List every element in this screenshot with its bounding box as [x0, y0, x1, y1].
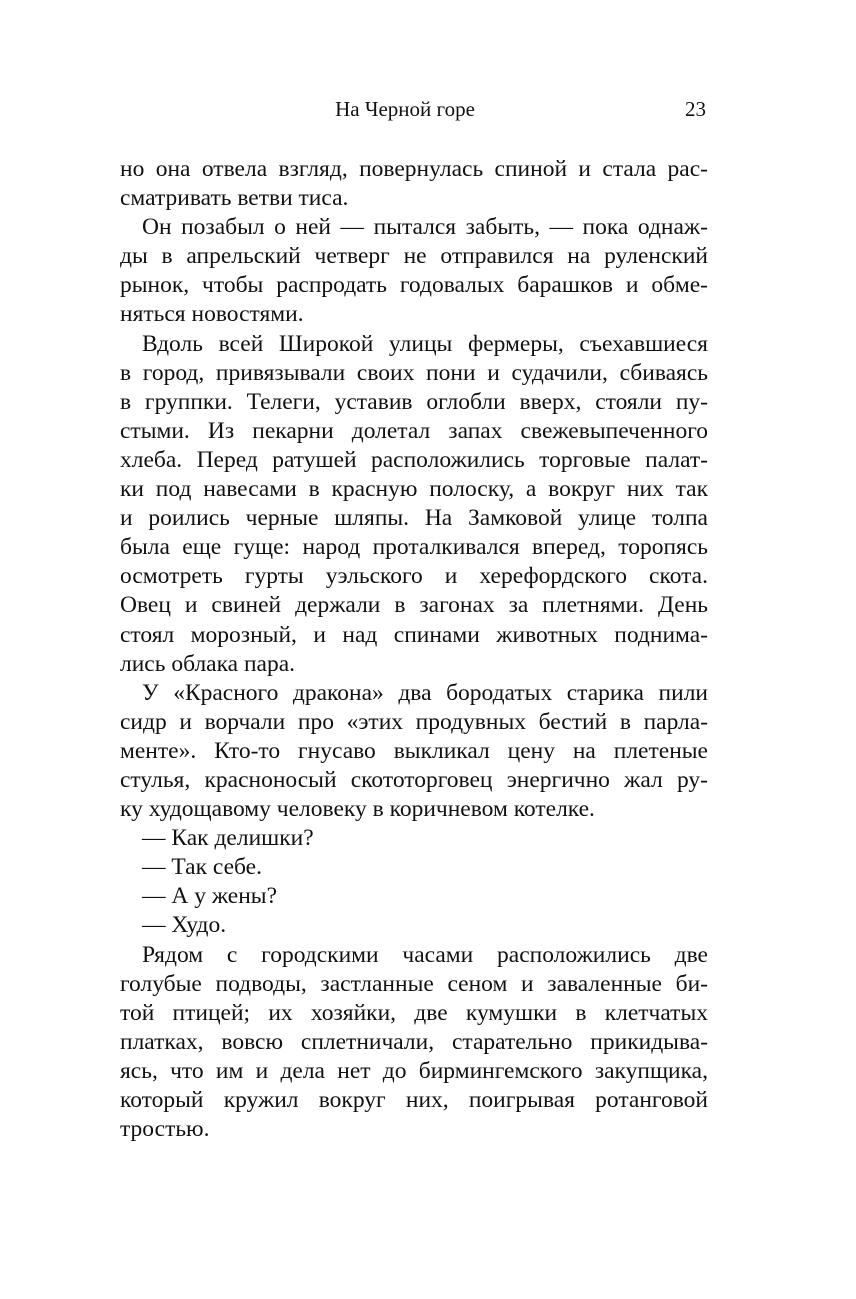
text-line: тростью. — [120, 1116, 210, 1143]
text-line: няться новостями. — [120, 301, 304, 328]
text-line: в город, привязывали своих пони и судачили, сбиваясь — [120, 359, 708, 386]
text-line: — А у жены? — [142, 883, 277, 910]
text-line: голубые подводы, застланные сеном и заваленные би- — [120, 970, 708, 997]
text-line: Рядом с городскими часами расположились две — [142, 941, 708, 968]
text-line: осмотреть гурты уэльского и херефордского скота. — [120, 563, 708, 590]
text-line: Вдоль всей Широкой улицы фермеры, съехавшиеся — [142, 330, 708, 357]
text-line: платках, вовсю сплетничали, старательно прикидыва- — [120, 1028, 708, 1055]
running-head — [0, 94, 856, 124]
text-line: — Худо. — [142, 912, 227, 939]
text-line: ды в апрельский четверг не отправился на руленский — [120, 243, 708, 270]
text-line: и роились черные шляпы. На Замковой улице толпа — [120, 505, 708, 532]
text-line: стыми. Из пекарни долетал запах свежевыпеченного — [120, 417, 708, 444]
text-line: Овец и свиней держали в загонах за плетнями. День — [120, 592, 708, 619]
page-number: 23 — [685, 97, 706, 121]
text-line: в группки. Телеги, уставив оглобли вверх, стояли пу- — [120, 388, 708, 415]
text-line: сматривать ветви тиса. — [120, 185, 349, 212]
text-line: ку худощавому человеку в коричневом котелке. — [120, 796, 595, 823]
text-line: менте». Кто-то гнусаво выкликал цену на плетеные — [120, 737, 708, 764]
text-line: стоял морозный, и над спинами животных поднима- — [120, 621, 708, 648]
text-line: ясь, что им и дела нет до бирмингемского закупщика, — [120, 1057, 708, 1084]
text-body — [120, 155, 708, 1144]
text-line: — Как делишки? — [142, 825, 314, 852]
text-line: который кружил вокруг них, поигрывая ротанговой — [120, 1087, 708, 1113]
text-line: хлеба. Перед ратушей расположились торговые палат- — [120, 446, 708, 473]
text-line: была еще гуще: народ проталкивался вперед, торопясь — [120, 534, 708, 561]
text-line: Он позабыл о ней — пытался забыть, — пока однаж- — [142, 214, 708, 241]
text-line: той птицей; их хозяйки, две кумушки в клетчатых — [120, 999, 708, 1026]
text-line: ки под навесами в красную полоску, а вокруг них так — [120, 476, 708, 503]
text-line: стулья, красноносый скототорговец энергично жал ру- — [120, 766, 708, 793]
running-title: На Черной горе — [335, 97, 475, 121]
text-line: но она отвела взгляд, повернулась спиной и стала рас- — [120, 156, 708, 182]
text-line: У «Красного дракона» два бородатых старика пили — [142, 679, 708, 706]
text-line: рынок, чтобы распродать годовалых барашков и обме- — [120, 272, 708, 299]
text-line: — Так себе. — [142, 854, 262, 881]
text-line: сидр и ворчали про «этих продувных бестий в парла- — [120, 708, 708, 735]
text-line: лись облака пара. — [120, 650, 296, 677]
